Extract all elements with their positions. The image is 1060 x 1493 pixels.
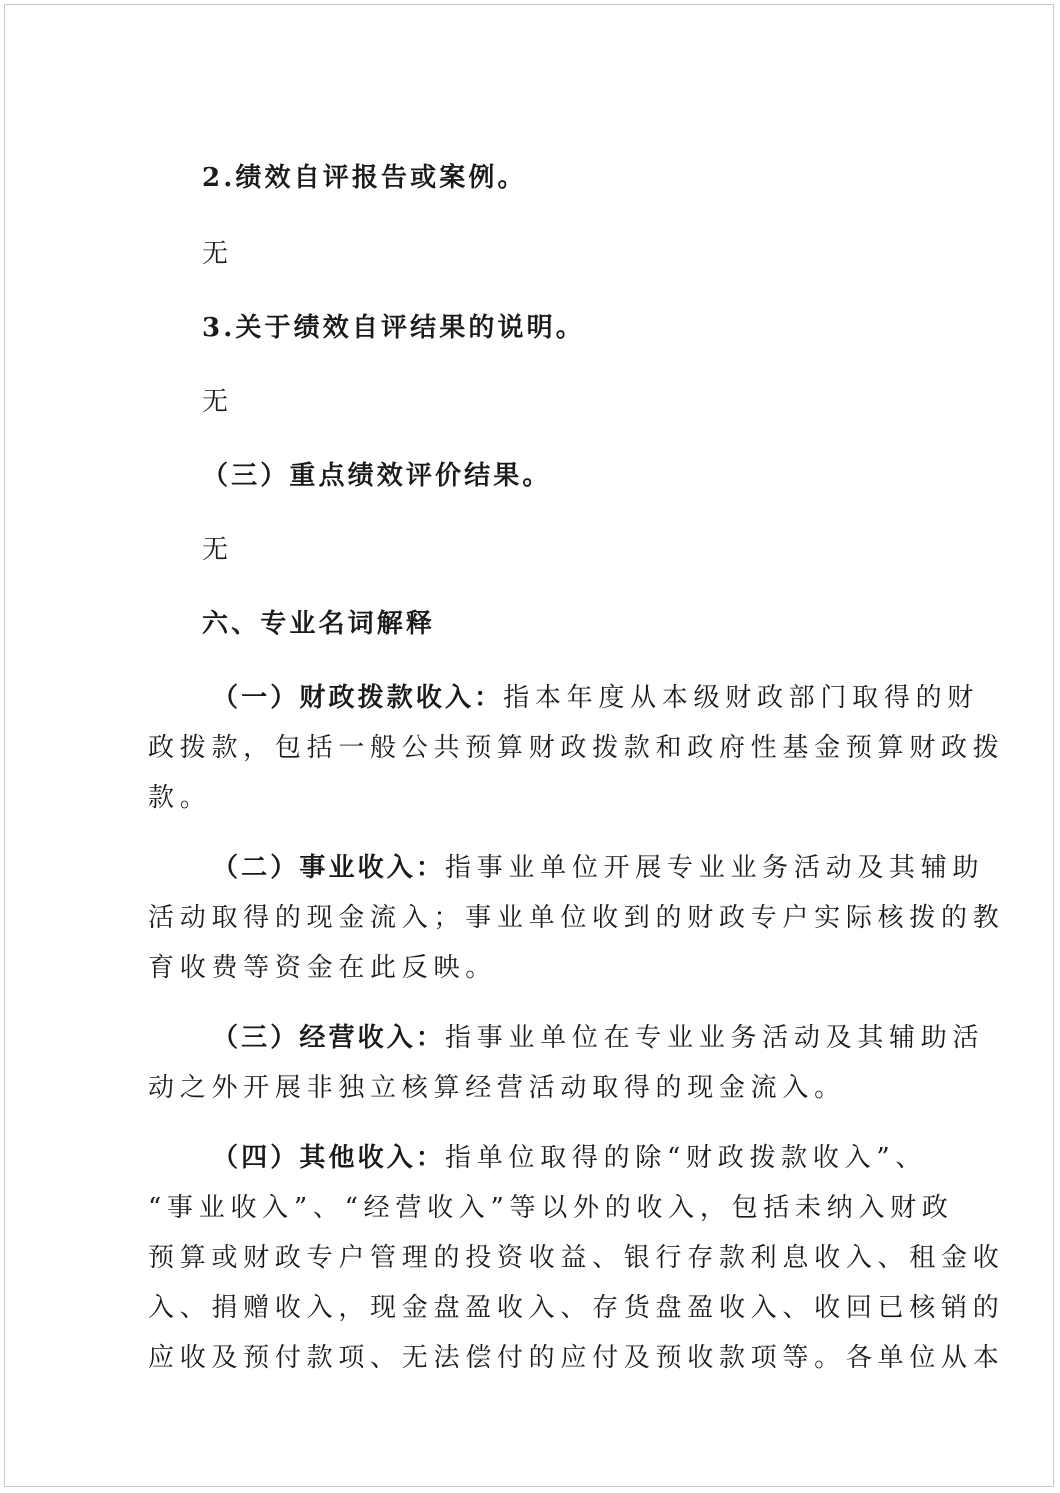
heading-self-eval-report: 2.绩效自评报告或案例。 [202, 163, 527, 193]
definition-text: 政拨款，包括一般公共预算财政拨款和政府性基金预算财政拨 [148, 733, 1005, 763]
definition-text: 动之外开展非独立核算经营活动取得的现金流入。 [148, 1073, 846, 1103]
section-heading-terms: 六、专业名词解释 [202, 609, 435, 639]
document-page [4, 4, 1054, 1487]
definition-text: 入、捐赠收入，现金盘盈收入、存货盘盈收入、收回已核销的 [148, 1293, 1005, 1323]
definition-term: （二）事业收入： [212, 853, 445, 883]
definition-term: （三）经营收入： [212, 1023, 445, 1053]
definition-text: 活动取得的现金流入；事业单位收到的财政专户实际核拨的教 [148, 903, 1005, 933]
none-text-3: 无 [202, 535, 234, 565]
definition-term: （一）财政拨款收入： [212, 683, 504, 713]
definition-text: 款。 [148, 783, 212, 813]
heading-self-eval-explanation: 3.关于绩效自评结果的说明。 [202, 313, 585, 343]
definition-text: “事业收入”、“经营收入”等以外的收入，包括未纳入财政 [148, 1193, 954, 1223]
definition-term: （四）其他收入： [212, 1143, 445, 1173]
definition-text: 应收及预付款项、无法偿付的应付及预收款项等。各单位从本 [148, 1343, 1005, 1373]
definition-text: 育收费等资金在此反映。 [148, 953, 497, 983]
none-text-2: 无 [202, 387, 234, 417]
definition-text: 指事业单位开展专业业务活动及其辅助 [444, 853, 985, 883]
none-text-1: 无 [202, 239, 234, 269]
definition-text: 指单位取得的除“财政拨款收入”、 [444, 1143, 928, 1173]
definition-text: 指事业单位在专业业务活动及其辅助活 [444, 1023, 985, 1053]
definition-text: 指本年度从本级财政部门取得的财 [503, 683, 980, 713]
definition-text: 预算或财政专户管理的投资收益、银行存款利息收入、租金收 [148, 1243, 1005, 1273]
heading-key-evaluation: （三）重点绩效评价结果。 [202, 461, 552, 491]
